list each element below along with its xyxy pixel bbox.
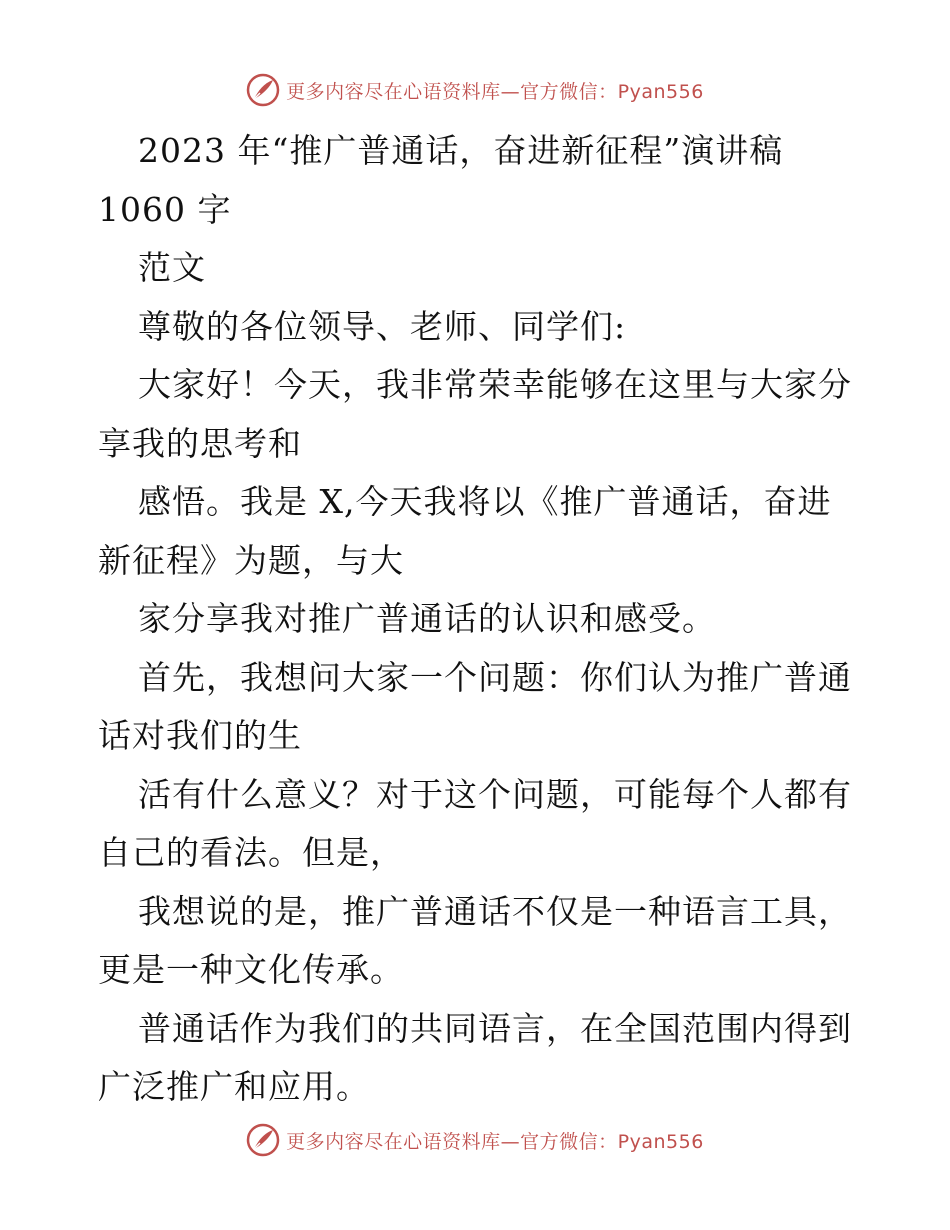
- body-paragraph: 感悟。我是 X,今天我将以《推广普通话，奋进 新征程》为题，与大: [98, 482, 832, 580]
- quill-pen-icon: [246, 73, 280, 107]
- quill-pen-icon: [246, 1123, 280, 1157]
- body-paragraph: 大家好！今天，我非常荣幸能够在这里与大家分 享我的思考和: [98, 365, 852, 463]
- title-paragraph: 2023 年“推广普通话，奋进新征程”演讲稿 1060 字: [98, 131, 784, 229]
- header-banner-text: 更多内容尽在心语资料库—官方微信：Pyan556: [286, 80, 704, 103]
- subtitle-paragraph: 范文: [138, 248, 206, 287]
- footer-banner-text: 更多内容尽在心语资料库—官方微信：Pyan556: [286, 1130, 704, 1153]
- body-paragraph: 我想说的是，推广普通话不仅是一种语言工具， 更是一种文化传承。: [98, 891, 852, 989]
- footer-banner: [0, 1120, 950, 1160]
- body-paragraph: 普通话作为我们的共同语言，在全国范围内得到 广泛推广和应用。: [98, 1008, 852, 1106]
- document-body: [98, 122, 858, 1117]
- body-paragraph: 首先，我想问大家一个问题：你们认为推广普通 话对我们的生: [98, 657, 852, 755]
- header-banner: [0, 70, 950, 110]
- body-paragraph: 活有什么意义？对于这个问题，可能每个人都有 自己的看法。但是，: [98, 774, 852, 872]
- body-paragraph: 家分享我对推广普通话的认识和感受。: [138, 599, 716, 638]
- salutation-paragraph: 尊敬的各位领导、老师、同学们:: [138, 306, 627, 346]
